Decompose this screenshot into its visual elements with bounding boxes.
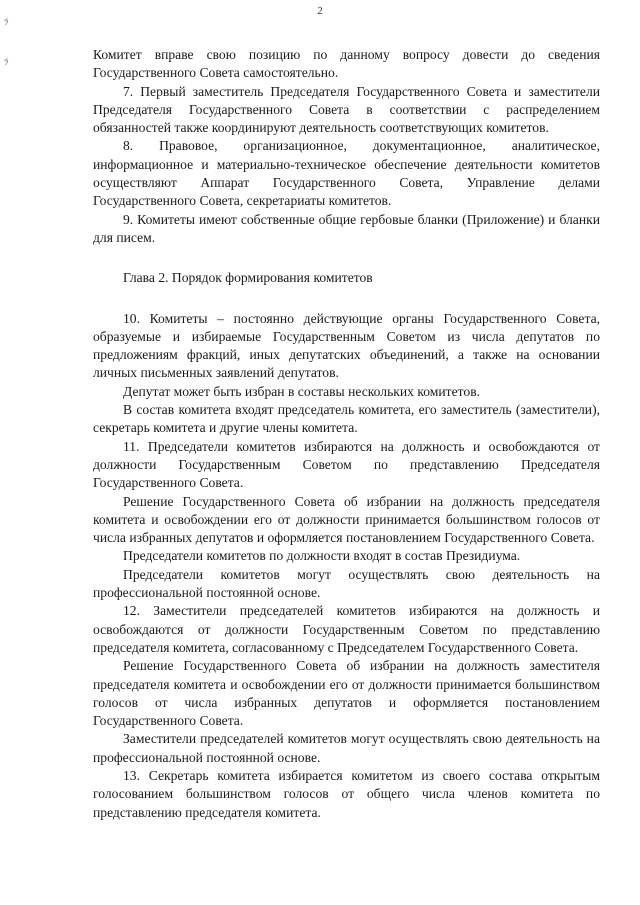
paragraph-item-9: 9. Комитеты имеют собственные общие гербовые бланки (Приложение) и бланки для писем. <box>93 211 600 245</box>
paragraph: В состав комитета входят председатель комитета, его заместитель (заместители), секретарь комитета и другие члены комитета. <box>93 402 600 436</box>
document-body <box>93 46 600 822</box>
paragraph-item-10: 10. Комитеты – постоянно действующие органы Государственного Совета, образуемые и избираемые Государственным Советом из числа депутатов по предложениям фракций, иных депутатских объединений, а также на основании личных письменных заявлений депутатов. <box>93 310 600 381</box>
margin-mark: ﾗ <box>4 17 9 27</box>
paragraph-item-8: 8. Правовое, организационное, документационное, аналитическое, информационное и материально-техническое обеспечение деятельности комитетов осуществляют Аппарат Государственного Совета, Управление делами Государственного Совета, секретариаты комитетов. <box>93 138 600 209</box>
chapter-heading: Глава 2. Порядок формирования комитетов <box>123 270 373 286</box>
paragraph: Решение Государственного Совета об избрании на должность председателя комитета и освобождении его от должности принимается большинством голосов от числа избранных депутатов и оформляется постановлением Государственного Совета. <box>93 493 600 546</box>
paragraph-item-7: 7. Первый заместитель Председателя Государственного Совета и заместители Председателя Государственного Совета в соответствии с распределением обязанностей также координируют деятельность соответствующих комитетов. <box>93 83 600 136</box>
paragraph-continuation: Комитет вправе свою позицию по данному вопросу довести до сведения Государственного Совета самостоятельно. <box>93 47 600 81</box>
margin-mark: ﾗ <box>4 57 9 67</box>
paragraph-item-11: 11. Председатели комитетов избираются на должность и освобождаются от должности Государственным Советом по представлению Председателя Государственного Совета. <box>93 438 600 491</box>
paragraph: Депутат может быть избран в составы нескольких комитетов. <box>123 383 481 399</box>
paragraph-item-13: 13. Секретарь комитета избирается комитетом из своего состава открытым голосованием большинством голосов от общего числа членов комитета по представлению председателя комитета. <box>93 767 600 820</box>
paragraph-item-12: 12. Заместители председателей комитетов избираются на должность и освобождаются от должности Государственным Советом по представлению председателя комитета, согласованному с Председателем Государственного Совета. <box>93 603 600 655</box>
page-number: 2 <box>317 5 323 17</box>
paragraph: Решение Государственного Совета об избрании на должность заместителя председателя комитета и освобождении его от должности принимается большинством голосов от числа избранных депутатов и оформляется постановлением Государственного Совета. <box>93 658 600 729</box>
paragraph: Председатели комитетов по должности входят в состав Президиума. <box>123 548 521 564</box>
paragraph: Председатели комитетов могут осуществлять свою деятельность на профессиональной постоянной основе. <box>93 566 600 601</box>
paragraph: Заместители председателей комитетов могут осуществлять свою деятельность на профессиональной постоянной основе. <box>93 731 600 765</box>
